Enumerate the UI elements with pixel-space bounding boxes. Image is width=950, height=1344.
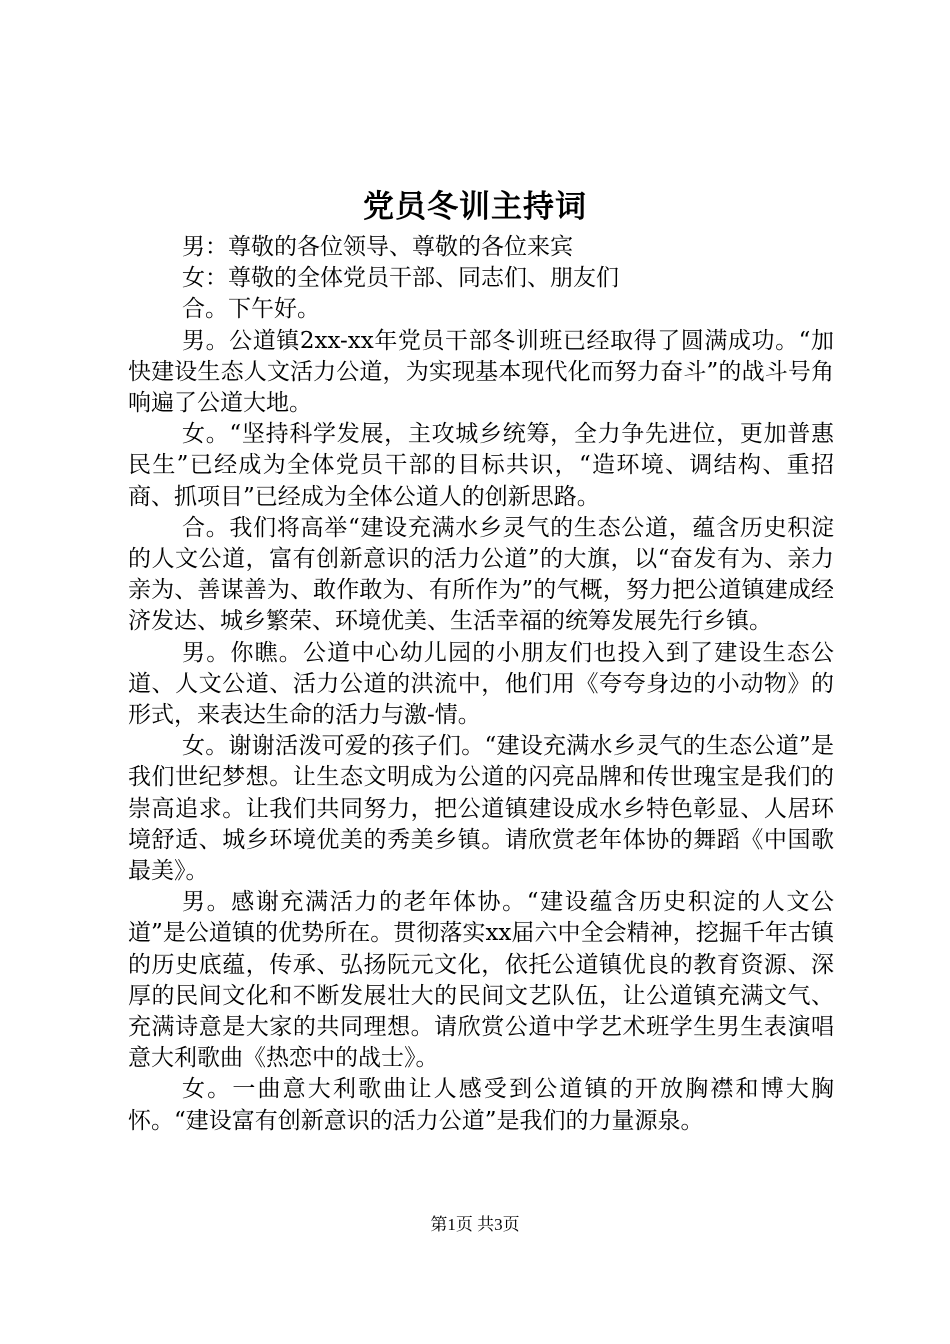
paragraph: 女。谢谢活泼可爱的孩子们。“建设充满水乡灵气的生态公道”是我们世纪梦想。让生态文明成为公道的闪亮品牌和传世瑰宝是我们的崇高追求。让我们共同努力，把公道镇建设成水乡特色彰显、人居环境舒适、城乡环境优美的秀美乡镇。请欣赏老年体协的舞蹈《中国歌最美》。 <box>128 733 834 885</box>
paragraph: 女。“坚持科学发展，主攻城乡统筹，全力争先进位，更加普惠民生”已经成为全体党员干部的目标共识，“造环境、调结构、重招商、抓项目”已经成为全体公道人的创新思路。 <box>128 421 834 510</box>
paragraph: 男。公道镇2xx-xx年党员干部冬训班已经取得了圆满成功。“加快建设生态人文活力公道，为实现基本现代化而努力奋斗”的战斗号角响遍了公道大地。 <box>128 327 834 417</box>
paragraph: 女。一曲意大利歌曲让人感受到公道镇的开放胸襟和博大胸怀。“建设富有创新意识的活力公道”是我们的力量源泉。 <box>128 1076 834 1134</box>
paragraph: 合。下午好。 <box>182 296 320 323</box>
paragraph: 男：尊敬的各位领导、尊敬的各位来宾 <box>182 234 573 260</box>
document-title: 党员冬训主持词 <box>363 189 587 225</box>
paragraph: 男。感谢充满活力的老年体协。“建设蕴含历史积淀的人文公道”是公道镇的优势所在。贯彻落实xx届六中全会精神，挖掘千年古镇的历史底蕴，传承、弘扬阮元文化，依托公道镇优良的教育资源、深厚的民间文化和不断发展壮大的民间文艺队伍，让公道镇充满文气、充满诗意是大家的共同理想。请欣赏公道中学艺术班学生男生表演唱意大利歌曲《热恋中的战士》。 <box>128 889 834 1072</box>
document-body <box>128 232 834 1137</box>
page-number: 第1页 共3页 <box>430 1215 520 1234</box>
paragraph: 女：尊敬的全体党员干部、同志们、朋友们 <box>182 265 619 292</box>
paragraph: 合。我们将高举“建设充满水乡灵气的生态公道，蕴含历史积淀的人文公道，富有创新意识的活力公道”的大旗，以“奋发有为、亲力亲为、善谋善为、敢作敢为、有所作为”的气概，努力把公道镇建成经济发达、城乡繁荣、环境优美、生活幸福的统筹发展先行乡镇。 <box>128 514 834 635</box>
paragraph: 男。你瞧。公道中心幼儿园的小朋友们也投入到了建设生态公道、人文公道、活力公道的洪流中，他们用《夸夸身边的小动物》的形式，来表达生命的活力与激-情。 <box>128 639 834 729</box>
